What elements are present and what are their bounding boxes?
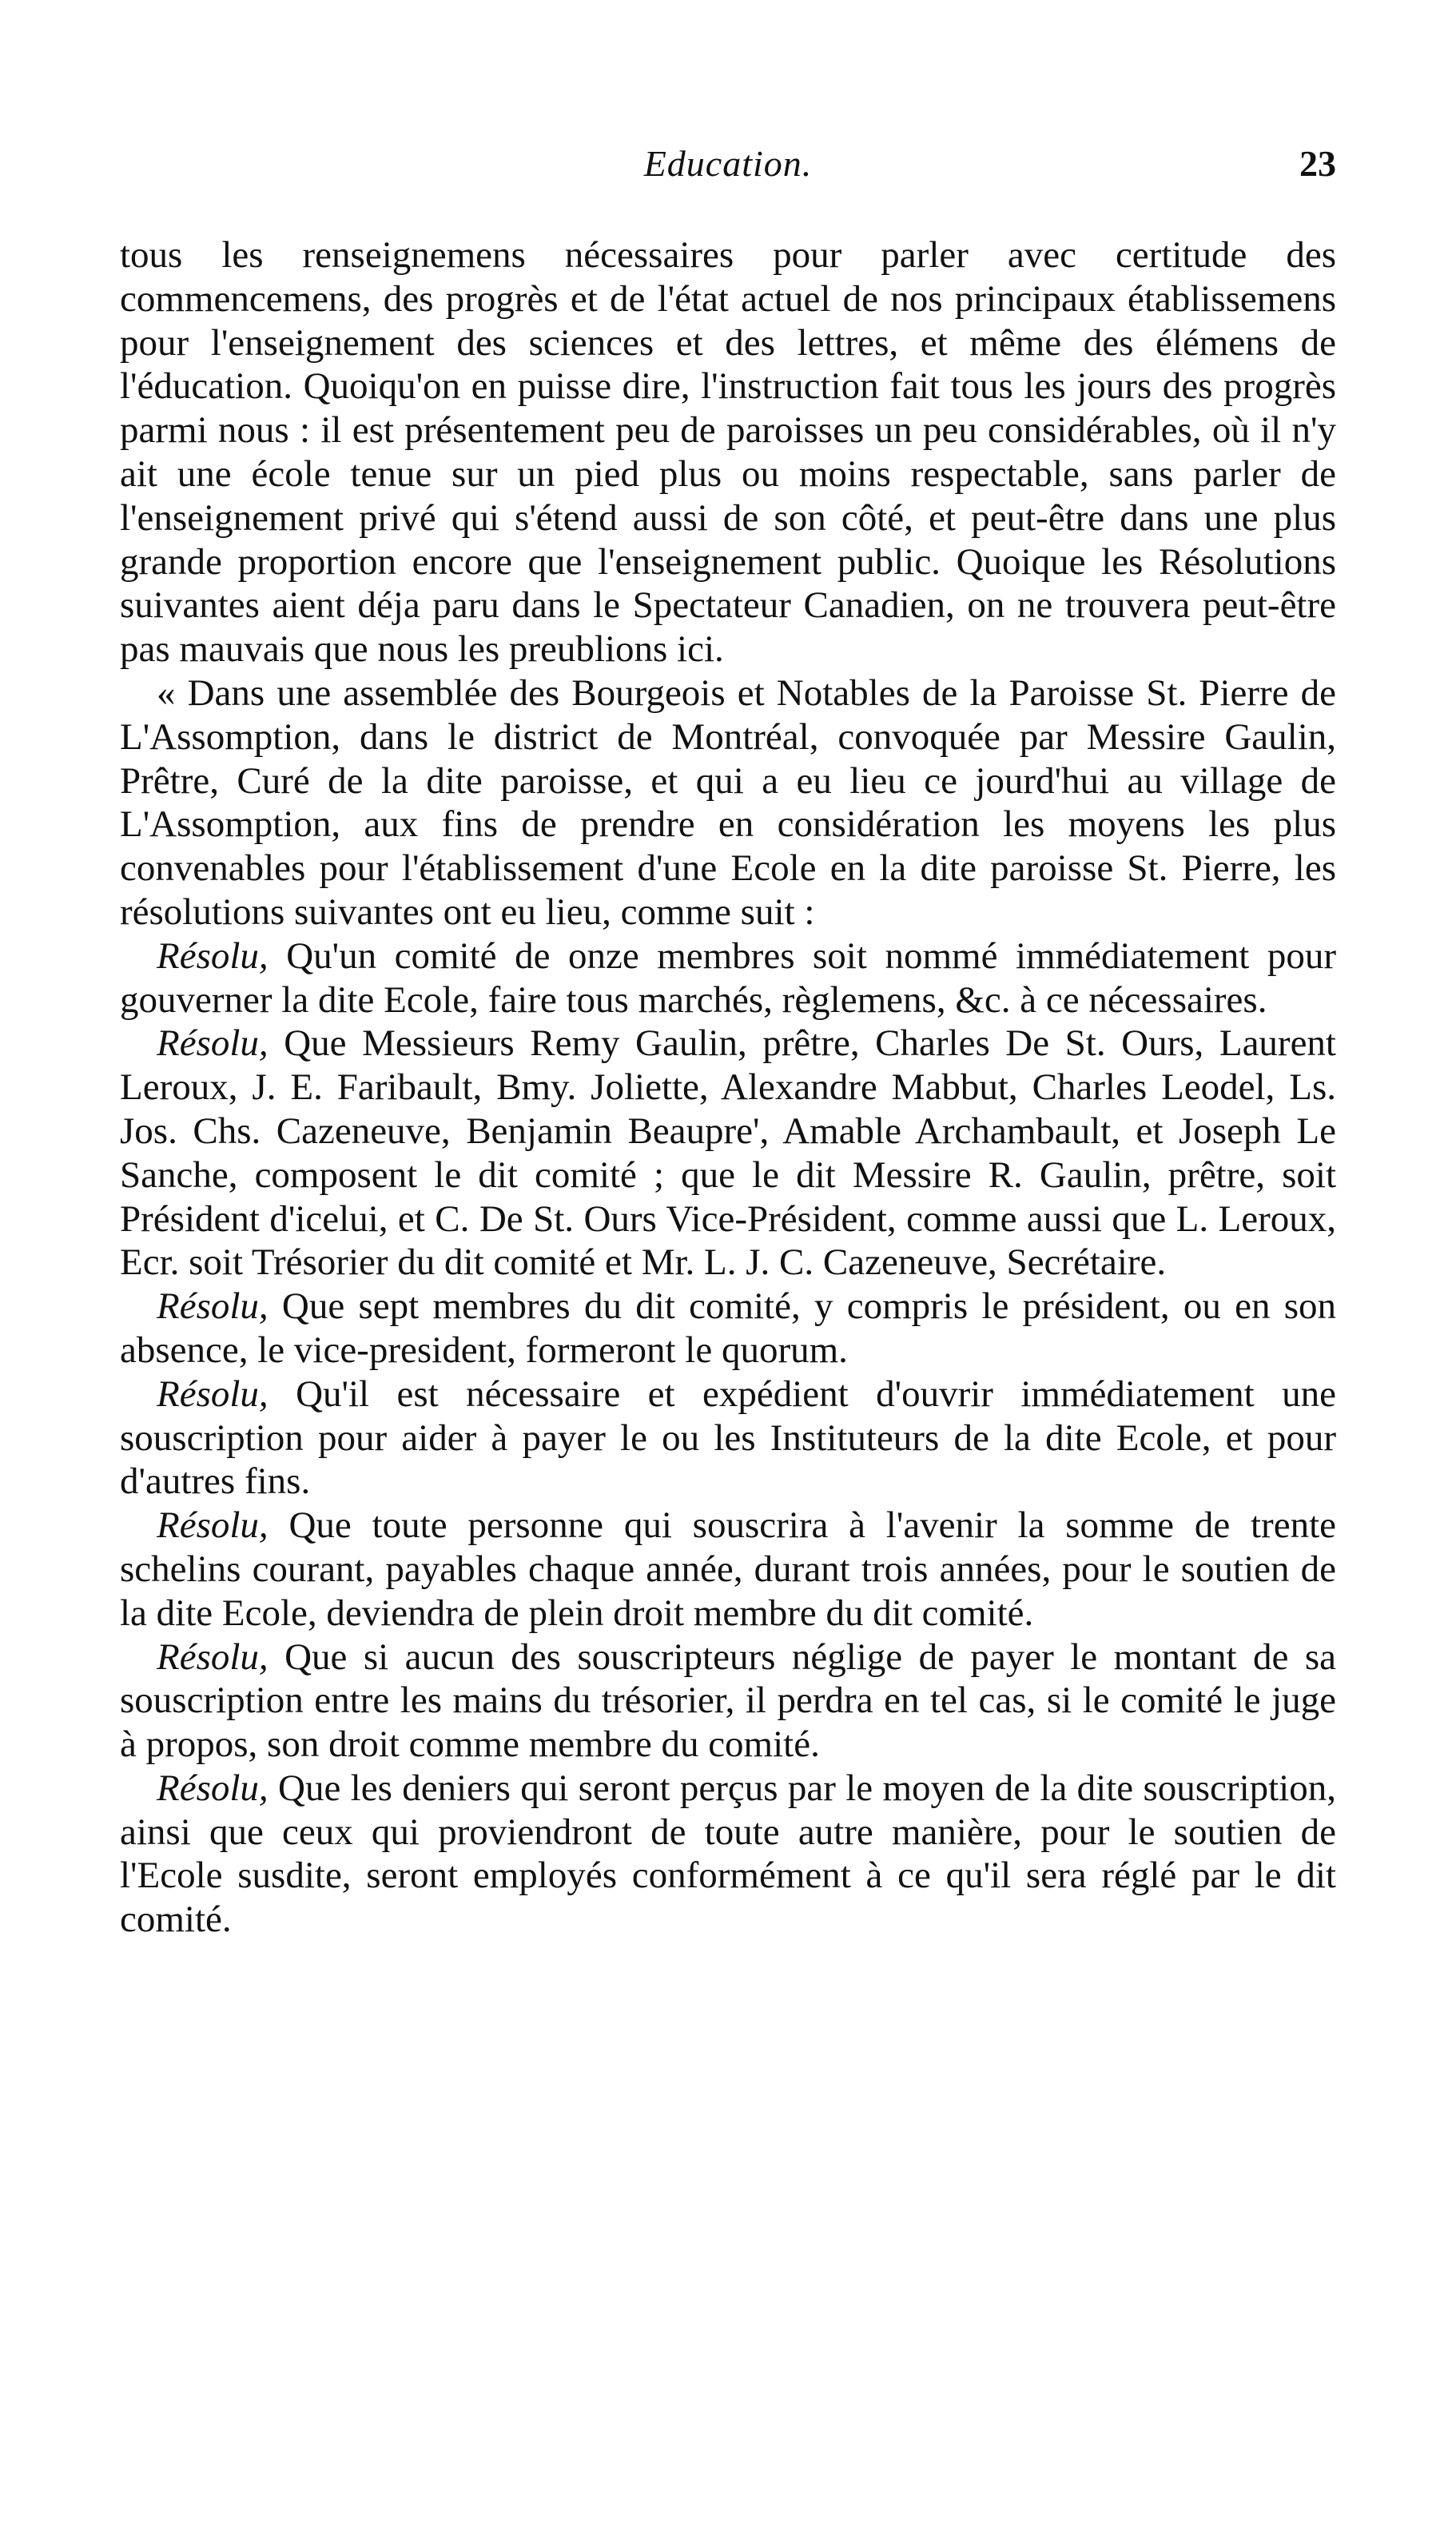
resolution-text: Qu'il est nécessaire et expédient d'ouvrir immédiatement une souscription pour aider à payer le ou les Instituteurs de la dite Ecole, et pour d'autres fins. [120,1373,1336,1503]
resolution-lead: Résolu, [157,1767,269,1809]
resolution-item [120,1767,1336,1942]
resolution-lead: Résolu, [157,1285,269,1328]
resolution-text: Que les deniers qui seront perçus par le moyen de la dite souscription, ainsi que ceux qui proviendront de toute autre manière, pour le soutien de l'Ecole susdite, seront employés conformément à ce qu'il sera réglé par le dit comité. [120,1767,1336,1941]
page-number: 23 [1299,143,1336,184]
paragraph-assembly: « Dans une assemblée des Bourgeois et Notables de la Paroisse St. Pierre de L'Assomption, dans le district de Montréal, convoquée par Messire Gaulin, Prêtre, Curé de la dite paroisse, et qui a eu lieu ce jourd'hui au village de L'Assomption, aux fins de prendre en considération les moyens les plus convenables pour l'établissement d'une Ecole en la dite paroisse St. Pierre, les résolutions suivantes ont eu lieu, comme suit : [120,671,1336,933]
resolution-lead: Résolu, [157,1636,269,1678]
page-body [120,233,1336,1942]
resolution-text: Que toute personne qui souscrira à l'avenir la somme de trente schelins courant, payables chaque année, durant trois années, pour le soutien de la dite Ecole, deviendra de plein droit membre du dit comité. [120,1504,1336,1634]
resolution-lead: Résolu, [157,1373,269,1415]
page-header [120,142,1336,206]
resolution-item [120,1022,1336,1285]
resolution-lead: Résolu, [157,1022,269,1065]
resolution-text: Que si aucun des souscripteurs néglige de payer le montant de sa souscription entre les mains du trésorier, il perdra en tel cas, si le comité le juge à propos, son droit comme membre du comité. [120,1636,1336,1766]
resolution-item [120,1373,1336,1504]
paragraph-intro: tous les renseignemens nécessaires pour parler avec certitude des commencemens, des progrès et de l'état actuel de nos principaux établissemens pour l'enseignement des sciences et des lettres, et même des élémens de l'éducation. Quoiqu'on en puisse dire, l'instruction fait tous les jours des progrès parmi nous : il est présentement peu de paroisses un peu considérables, où il n'y ait une école tenue sur un pied plus ou moins respectable, sans parler de l'enseignement privé qui s'étend aussi de son côté, et peut-être dans une plus grande proportion encore que l'enseignement public. Quoique les Résolutions suivantes aient déja paru dans le Spectateur Canadien, on ne trouvera peut-être pas mauvais que nous les preublions ici. [120,234,1336,671]
resolution-text: Que Messieurs Remy Gaulin, prêtre, Charles De St. Ours, Laurent Leroux, J. E. Faribault, Bmy. Joliette, Alexandre Mabbut, Charles Leodel, Ls. Jos. Chs. Cazeneuve, Benjamin Beaupre', Amable Archambault, et Joseph Le Sanche, composent le dit comité ; que le dit Messire R. Gaulin, prêtre, soit Président d'icelui, et C. De St. Ours Vice-Président, comme aussi que L. Leroux, Ecr. soit Trésorier du dit comité et Mr. L. J. C. Cazeneuve, Secrétaire. [120,1022,1336,1284]
resolution-text: Que sept membres du dit comité, y compris le président, ou en son absence, le vice-president, formeront le quorum. [120,1285,1336,1371]
resolution-item [120,934,1336,1022]
resolution-item [120,1285,1336,1373]
running-head: Education. [643,143,813,184]
resolution-lead: Résolu, [157,934,269,977]
resolution-lead: Résolu, [157,1504,269,1547]
resolution-item [120,1636,1336,1767]
resolution-item [120,1504,1336,1635]
resolution-text: Qu'un comité de onze membres soit nommé immédiatement pour gouverner la dite Ecole, faire tous marchés, règlemens, &c. à ce nécessaires. [120,934,1336,1021]
